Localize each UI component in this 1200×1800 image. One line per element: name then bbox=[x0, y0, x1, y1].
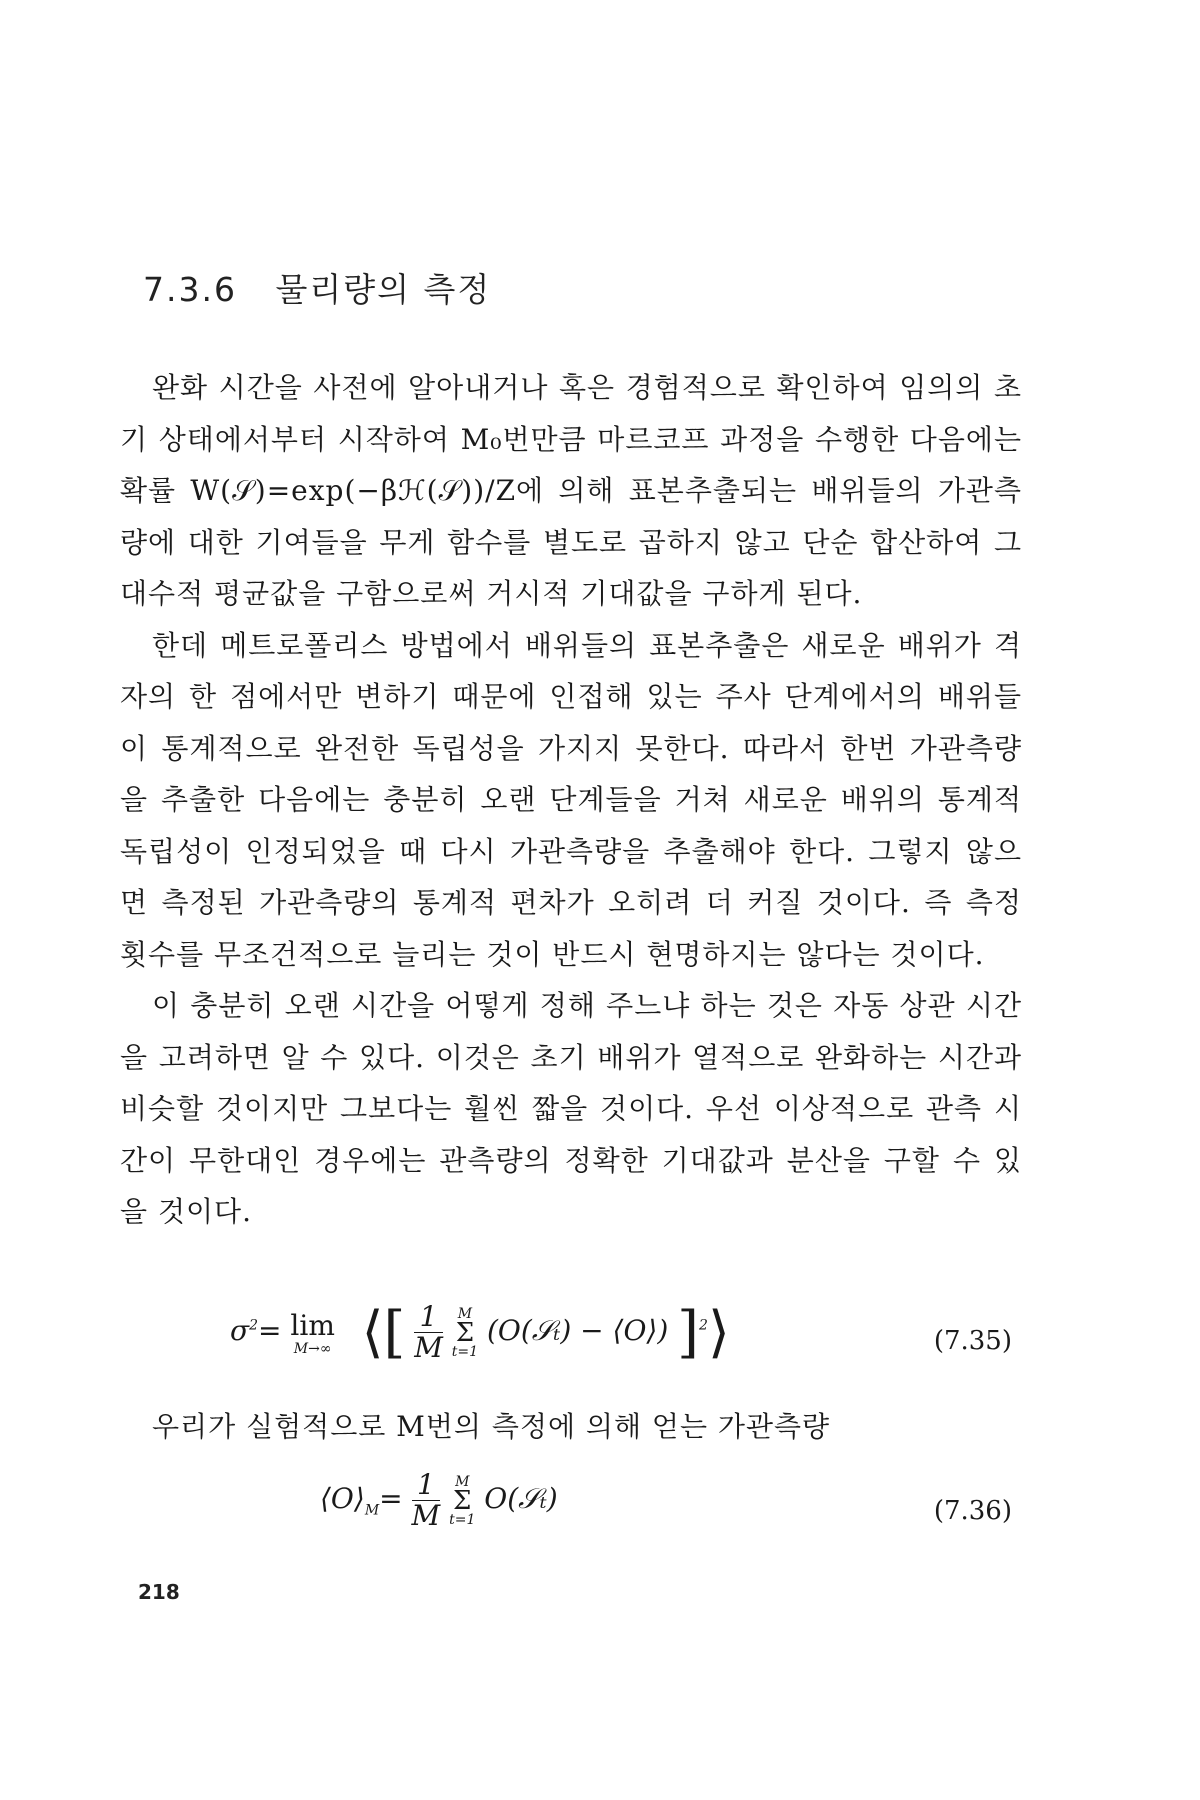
eq1-fraction bbox=[414, 1302, 443, 1363]
equation-7-36 bbox=[120, 1470, 1022, 1560]
body-text bbox=[120, 362, 1022, 1238]
eq2-lhs-sub: M bbox=[364, 1502, 380, 1519]
equation-7-35 bbox=[120, 1300, 1022, 1390]
eq1-lhs: σ bbox=[230, 1314, 250, 1347]
page-number: 218 bbox=[138, 1580, 180, 1604]
paragraph-1: 완화 시간을 사전에 알아내거나 혹은 경험적으로 확인하여 임의의 초기 상태에서부터 시작하여 M₀번만큼 마르코프 과정을 수행한 다음에는 확률 W(𝒮)=exp(−βℋ(𝒮))/Z에 의해 표본추출되는 배위들의 가관측량에 대한 기여들을 무게 함수를 별도로 곱하지 않고 단순 합산하여 그 대수적 평균값을 구함으로써 거시적 기대값을 구하게 된다. bbox=[120, 371, 1022, 610]
interlude-sentence: 우리가 실험적으로 M번의 측정에 의해 얻는 가관측량 bbox=[152, 1410, 831, 1443]
eq1-sum: M Σ t=1 bbox=[451, 1305, 479, 1360]
equation-7-35-expression: $\sigma^2= \lim$ M→∞ ⟨[ $\frac{1}{M}$ M Σ t=1 (O(𝒮ₜ) − ⟨O⟩) ]$^2$⟩ bbox=[230, 1300, 730, 1365]
eq1-lim-sub: M→∞ bbox=[293, 1341, 332, 1357]
eq2-sum-bottom: t=1 bbox=[449, 1511, 476, 1528]
equation-7-36-tag: (7.36) bbox=[933, 1496, 1012, 1526]
section-heading bbox=[143, 264, 491, 311]
eq1-lim-word: lim bbox=[290, 1309, 335, 1342]
eq1-limit bbox=[290, 1309, 334, 1356]
section-title: 물리량의 측정 bbox=[275, 270, 492, 309]
eq2-fraction bbox=[412, 1470, 441, 1531]
eq1-frac-num: 1 bbox=[414, 1302, 443, 1333]
eq1-sum-bottom: t=1 bbox=[451, 1343, 479, 1360]
eq2-body: O(𝒮ₜ) bbox=[484, 1482, 558, 1515]
eq2-lhs: ⟨O⟩ bbox=[320, 1482, 365, 1515]
paragraph-2: 한데 메트로폴리스 방법에서 배위들의 표본추출은 새로운 배위가 격자의 한 점에서만 변하기 때문에 인접해 있는 주사 단계에서의 배위들이 통계적으로 완전한 독립성을 가지지 못한다. 따라서 한번 가관측량을 추출한 다음에는 충분히 오랜 단계들을 거쳐 새로운 배위의 통계적 독립성이 인정되었을 때 다시 가관측량을 추출해야 한다. 그렇지 않으면 측정된 가관측량의 통계적 편차가 오히려 더 커질 것이다. 즉 측정 횟수를 무조건적으로 늘리는 것이 반드시 현명하지는 않다는 것이다. bbox=[120, 628, 1022, 971]
eq2-frac-den: M bbox=[411, 1499, 441, 1532]
eq2-sum-top: M bbox=[455, 1473, 470, 1490]
eq1-frac-den: M bbox=[414, 1331, 443, 1364]
equation-7-35-tag: (7.35) bbox=[933, 1326, 1012, 1356]
eq1-body: (O(𝒮ₜ) − ⟨O⟩) bbox=[486, 1314, 669, 1347]
eq2-sum: M Σ t=1 bbox=[449, 1473, 476, 1528]
paragraph-3: 이 충분히 오랜 시간을 어떻게 정해 주느냐 하는 것은 자동 상관 시간을 고려하면 알 수 있다. 이것은 초기 배위가 열적으로 완화하는 시간과 비슷할 것이지만 그보다는 훨씬 짧을 것이다. 우선 이상적으로 관측 시간이 무한대인 경우에는 관측량의 정확한 기대값과 분산을 구할 수 있을 것이다. bbox=[120, 989, 1023, 1228]
section-number: 7.3.6 bbox=[143, 270, 237, 309]
equation-7-36-expression: $⟨O⟩_M=$ $\frac{1}{M}$ M Σ t=1 O(𝒮ₜ) bbox=[320, 1468, 558, 1532]
eq2-frac-num: 1 bbox=[412, 1470, 441, 1501]
eq1-sum-top: M bbox=[457, 1305, 473, 1322]
